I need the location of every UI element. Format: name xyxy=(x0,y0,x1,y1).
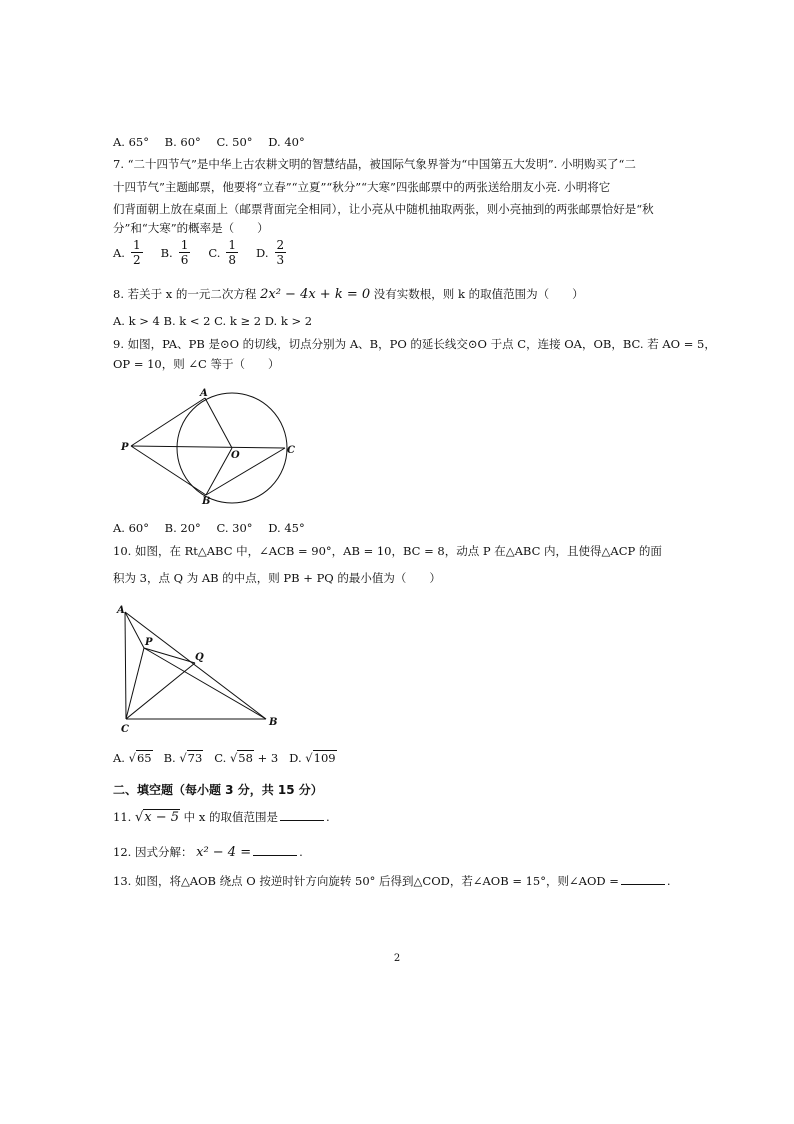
q12-expression: x² − 4 = xyxy=(196,845,252,860)
q10-option-a: A. √65 xyxy=(113,751,152,765)
q10-option-b: B. √73 xyxy=(163,751,203,765)
q10-line-2: 积为 3，点 Q 为 AB 的中点，则 PB + PQ 的最小值为（ ） xyxy=(113,571,441,585)
q11-radicand: x − 5 xyxy=(144,810,180,825)
q7-option-b: B. $\frac{1}{6}$ xyxy=(160,238,189,267)
q6-option-b: B. 60° xyxy=(164,135,201,149)
q7-line-2: 十四节气”主题邮票，他要将“立春”“立夏”“秋分”“大寒”四张邮票中的两张送给朋友小亮. 小明将它 xyxy=(113,180,611,194)
q6-option-d: D. 40° xyxy=(268,135,305,149)
q9-tangent-pa xyxy=(131,398,205,446)
q9-line-1: 9. 如图，PA、PB 是⊙O 的切线，切点分别为 A、B，PO 的延长线交⊙O 于点 C，连接 OA，OB，BC. 若 AO = 5， xyxy=(113,337,716,351)
q9-label-a: A xyxy=(200,388,208,399)
q11-stem: 11. √x − 5 中 x 的取值范围是 . xyxy=(113,810,330,825)
q10-line-1: 10. 如图，在 Rt△ABC 中，∠ACB = 90°，AB = 10，BC = 8，动点 P 在△ABC 内，且使得△ACP 的面 xyxy=(113,544,662,558)
q6-options xyxy=(113,135,317,149)
q12-answer-blank[interactable] xyxy=(253,845,297,856)
q9-segment-bc xyxy=(206,448,285,495)
q8-options: A. k > 4 B. k < 2 C. k ≥ 2 D. k > 2 xyxy=(113,314,313,328)
q9-figure xyxy=(118,384,298,506)
q10-option-c: C. √58 + 3 xyxy=(214,751,279,765)
q10-segment-cq xyxy=(126,663,195,719)
q10-option-d: D. √109 xyxy=(289,751,336,765)
q7-line-4: 分”和“大寒”的概率是（ ） xyxy=(113,221,269,235)
q9-tangent-pb xyxy=(131,446,206,495)
q9-options xyxy=(113,521,317,535)
q9-option-d: D. 45° xyxy=(268,521,305,535)
q10-figure xyxy=(114,600,284,735)
section-2-heading: 二、填空题（每小题 3 分，共 15 分） xyxy=(113,783,323,797)
q10-segment-pb xyxy=(144,648,266,719)
q13-answer-blank[interactable] xyxy=(621,874,665,885)
q7-option-c: C. $\frac{1}{8}$ xyxy=(208,238,237,267)
q9-label-b: B xyxy=(202,496,211,506)
q9-label-c: C xyxy=(287,445,295,456)
q9-line-2: OP = 10，则 ∠C 等于（ ） xyxy=(113,357,280,371)
q13-stem: 13. 如图，将△AOB 绕点 O 按逆时针方向旋转 50° 后得到△COD，若∠AOB = 15°，则∠AOD = . xyxy=(113,874,671,888)
q9-option-a: A. 60° xyxy=(113,521,149,535)
q10-options xyxy=(113,751,337,765)
q7-option-d: D. $\frac{2}{3}$ xyxy=(256,238,285,267)
q10-label-p: P xyxy=(145,637,153,648)
page-number: 2 xyxy=(393,953,401,964)
q7-line-1: 7. “二十四节气”是中华上古农耕文明的智慧结晶，被国际气象界誉为“中国第五大发明”. 小明购买了“二 xyxy=(113,157,636,171)
q10-label-q: Q xyxy=(195,652,204,663)
q12-stem: 12. 因式分解： x² − 4 = . xyxy=(113,845,303,860)
q9-label-o: O xyxy=(231,450,240,461)
q9-option-c: C. 30° xyxy=(216,521,253,535)
q7-option-a: A. $\frac{1}{2}$ xyxy=(113,238,141,267)
q10-segment-ap xyxy=(125,612,144,648)
q9-line-pc xyxy=(131,446,285,448)
q10-label-b: B xyxy=(269,717,278,728)
q11-answer-blank[interactable] xyxy=(280,810,324,821)
q10-segment-pc xyxy=(126,648,144,719)
q7-line-3: 们背面朝上放在桌面上（邮票背面完全相同），让小亮从中随机抽取两张，则小亮抽到的两张邮票恰好是“秋 xyxy=(113,202,654,216)
q9-label-p: P xyxy=(121,442,129,453)
q9-option-b: B. 20° xyxy=(164,521,201,535)
q10-segment-pq xyxy=(144,648,195,663)
q10-label-c: C xyxy=(121,724,129,735)
q9-segment-ob xyxy=(206,448,232,495)
q10-label-a: A xyxy=(117,605,125,616)
q7-options xyxy=(113,238,304,267)
q9-segment-oa xyxy=(205,398,232,448)
q6-option-c: C. 50° xyxy=(216,135,253,149)
q10-side-ac xyxy=(125,612,126,719)
q8-equation: 2x² − 4x + k = 0 xyxy=(260,287,371,302)
q6-option-a: A. 65° xyxy=(113,135,149,149)
q8-stem: 8. 若关于 x 的一元二次方程 2x² − 4x + k = 0 没有实数根，则 k 的取值范围为（ ） xyxy=(113,287,584,302)
